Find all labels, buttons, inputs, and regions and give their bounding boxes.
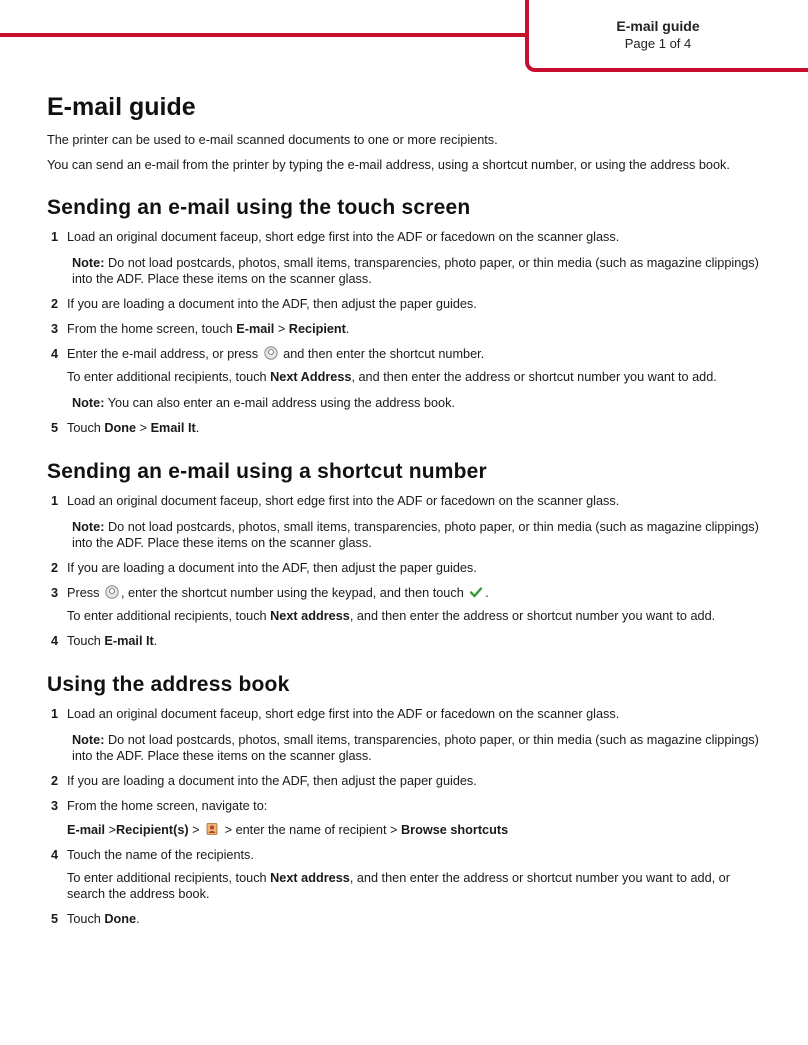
step-number: 1 xyxy=(51,230,59,244)
email-menu-label: E-mail xyxy=(236,322,275,336)
step-text: From the home screen, touch xyxy=(67,322,237,336)
header-rule xyxy=(0,33,529,37)
done-label: Done xyxy=(104,421,137,435)
email-it-label: E-mail It xyxy=(104,634,154,648)
note xyxy=(72,395,767,411)
note-text: You can also enter an e-mail address using the address book. xyxy=(107,396,455,410)
subtext-start: To enter additional recipients, touch xyxy=(67,370,271,384)
step-text-continued: and then enter the shortcut number. xyxy=(283,347,485,361)
subtext-end: , and then enter the address or shortcut number you want to add, or search the address book. xyxy=(67,871,730,901)
section-heading-touch-screen: Sending an e-mail using the touch screen xyxy=(47,196,471,219)
punctuation: . xyxy=(485,586,489,600)
step-2 xyxy=(47,560,767,576)
separator: > xyxy=(136,421,151,435)
step-subtext xyxy=(67,870,767,902)
step-1 xyxy=(47,229,767,287)
step-text: If you are loading a document into the ADF, then adjust the paper guides. xyxy=(67,774,477,788)
path-separator: > xyxy=(188,823,200,837)
step-number: 5 xyxy=(51,912,59,926)
page-number: Page 1 of 4 xyxy=(624,36,692,51)
step-number: 2 xyxy=(51,561,59,575)
note-text: Do not load postcards, photos, small items, transparencies, photo paper, or thin media (such as magazine clippings) into the ADF. Place these items on the scanner glass. xyxy=(72,256,759,286)
step-3 xyxy=(47,585,767,624)
step-4 xyxy=(47,346,767,411)
page-title: E-mail guide xyxy=(47,93,196,121)
note xyxy=(72,732,767,764)
step-4 xyxy=(47,633,767,649)
section-heading-address-book: Using the address book xyxy=(47,673,290,696)
subtext-start: To enter additional recipients, touch xyxy=(67,871,271,885)
step-text: If you are loading a document into the ADF, then adjust the paper guides. xyxy=(67,297,477,311)
address-book-icon xyxy=(205,822,219,836)
path-email: E-mail xyxy=(67,823,106,837)
step-text: Load an original document faceup, short edge first into the ADF or facedown on the scanner glass. xyxy=(67,494,620,508)
document-body xyxy=(47,93,767,936)
note xyxy=(72,519,767,551)
path-recipients: Recipient(s) xyxy=(116,823,189,837)
step-2 xyxy=(47,296,767,312)
step-text: Touch xyxy=(67,634,105,648)
recipient-menu-label: Recipient xyxy=(288,322,346,336)
note-text: Do not load postcards, photos, small items, transparencies, photo paper, or thin media (such as magazine clippings) into the ADF. Place these items on the scanner glass. xyxy=(72,733,759,763)
path-browse-shortcuts: Browse shortcuts xyxy=(400,823,509,837)
step-number: 3 xyxy=(51,322,59,336)
navigation-path xyxy=(67,822,767,838)
step-number: 2 xyxy=(51,774,59,788)
next-address-label: Next address xyxy=(270,871,350,885)
step-text: Touch xyxy=(67,421,105,435)
step-5 xyxy=(47,420,767,436)
subtext-end: , and then enter the address or shortcut number you want to add. xyxy=(351,370,717,384)
step-1 xyxy=(47,706,767,764)
done-label: Done xyxy=(104,912,137,926)
next-address-label: Next Address xyxy=(270,370,352,384)
note-label: Note: xyxy=(72,396,105,410)
step-number: 3 xyxy=(51,799,59,813)
section-heading-shortcut-number: Sending an e-mail using a shortcut number xyxy=(47,460,487,483)
note-label: Note: xyxy=(72,733,105,747)
subtext-end: , and then enter the address or shortcut number you want to add. xyxy=(349,609,716,623)
step-text: Touch xyxy=(67,912,105,926)
checkmark-icon xyxy=(469,585,483,599)
note-label: Note: xyxy=(72,256,105,270)
step-number: 1 xyxy=(51,707,59,721)
path-text: > enter the name of recipient > xyxy=(224,823,401,837)
punctuation: . xyxy=(345,322,350,336)
step-subtext xyxy=(67,369,767,385)
step-text: Load an original document faceup, short edge first into the ADF or facedown on the scanner glass. xyxy=(67,230,620,244)
step-3 xyxy=(47,798,767,838)
path-separator: > xyxy=(105,823,117,837)
step-number: 4 xyxy=(51,848,59,862)
intro-paragraph-1: The printer can be used to e-mail scanned documents to one or more recipients. xyxy=(47,133,498,147)
step-text: Touch the name of the recipients. xyxy=(67,848,254,862)
step-number: 4 xyxy=(51,347,59,361)
step-1 xyxy=(47,493,767,551)
step-text: Enter the e-mail address, or press xyxy=(67,347,259,361)
email-it-label: Email It xyxy=(150,421,196,435)
note xyxy=(72,255,767,287)
step-text: If you are loading a document into the ADF, then adjust the paper guides. xyxy=(67,561,477,575)
step-text: Press xyxy=(67,586,100,600)
separator: > xyxy=(274,322,289,336)
step-number: 2 xyxy=(51,297,59,311)
intro-paragraph-2: You can send an e-mail from the printer by typing the e-mail address, using a shortcut number, or using the address book. xyxy=(47,158,730,172)
step-2 xyxy=(47,773,767,789)
step-text: Load an original document faceup, short edge first into the ADF or facedown on the scanner glass. xyxy=(67,707,620,721)
step-number: 1 xyxy=(51,494,59,508)
step-number: 5 xyxy=(51,421,59,435)
punctuation: . xyxy=(195,421,200,435)
step-3 xyxy=(47,321,767,337)
step-number: 4 xyxy=(51,634,59,648)
header-title: E-mail guide xyxy=(616,18,700,34)
step-5 xyxy=(47,911,767,927)
step-subtext xyxy=(67,608,767,624)
note-label: Note: xyxy=(72,520,105,534)
punctuation: . xyxy=(153,634,158,648)
next-address-label: Next address xyxy=(270,609,350,623)
shortcut-hash-icon xyxy=(105,585,119,599)
punctuation: . xyxy=(136,912,140,926)
step-number: 3 xyxy=(51,586,59,600)
step-4 xyxy=(47,847,767,902)
step-text: From the home screen, navigate to: xyxy=(67,799,268,813)
subtext-start: To enter additional recipients, touch xyxy=(67,609,271,623)
step-text-continued: , enter the shortcut number using the keypad, and then touch xyxy=(120,586,464,600)
note-text: Do not load postcards, photos, small items, transparencies, photo paper, or thin media (such as magazine clippings) into the ADF. Place these items on the scanner glass. xyxy=(72,520,759,550)
shortcut-hash-icon xyxy=(264,346,278,360)
